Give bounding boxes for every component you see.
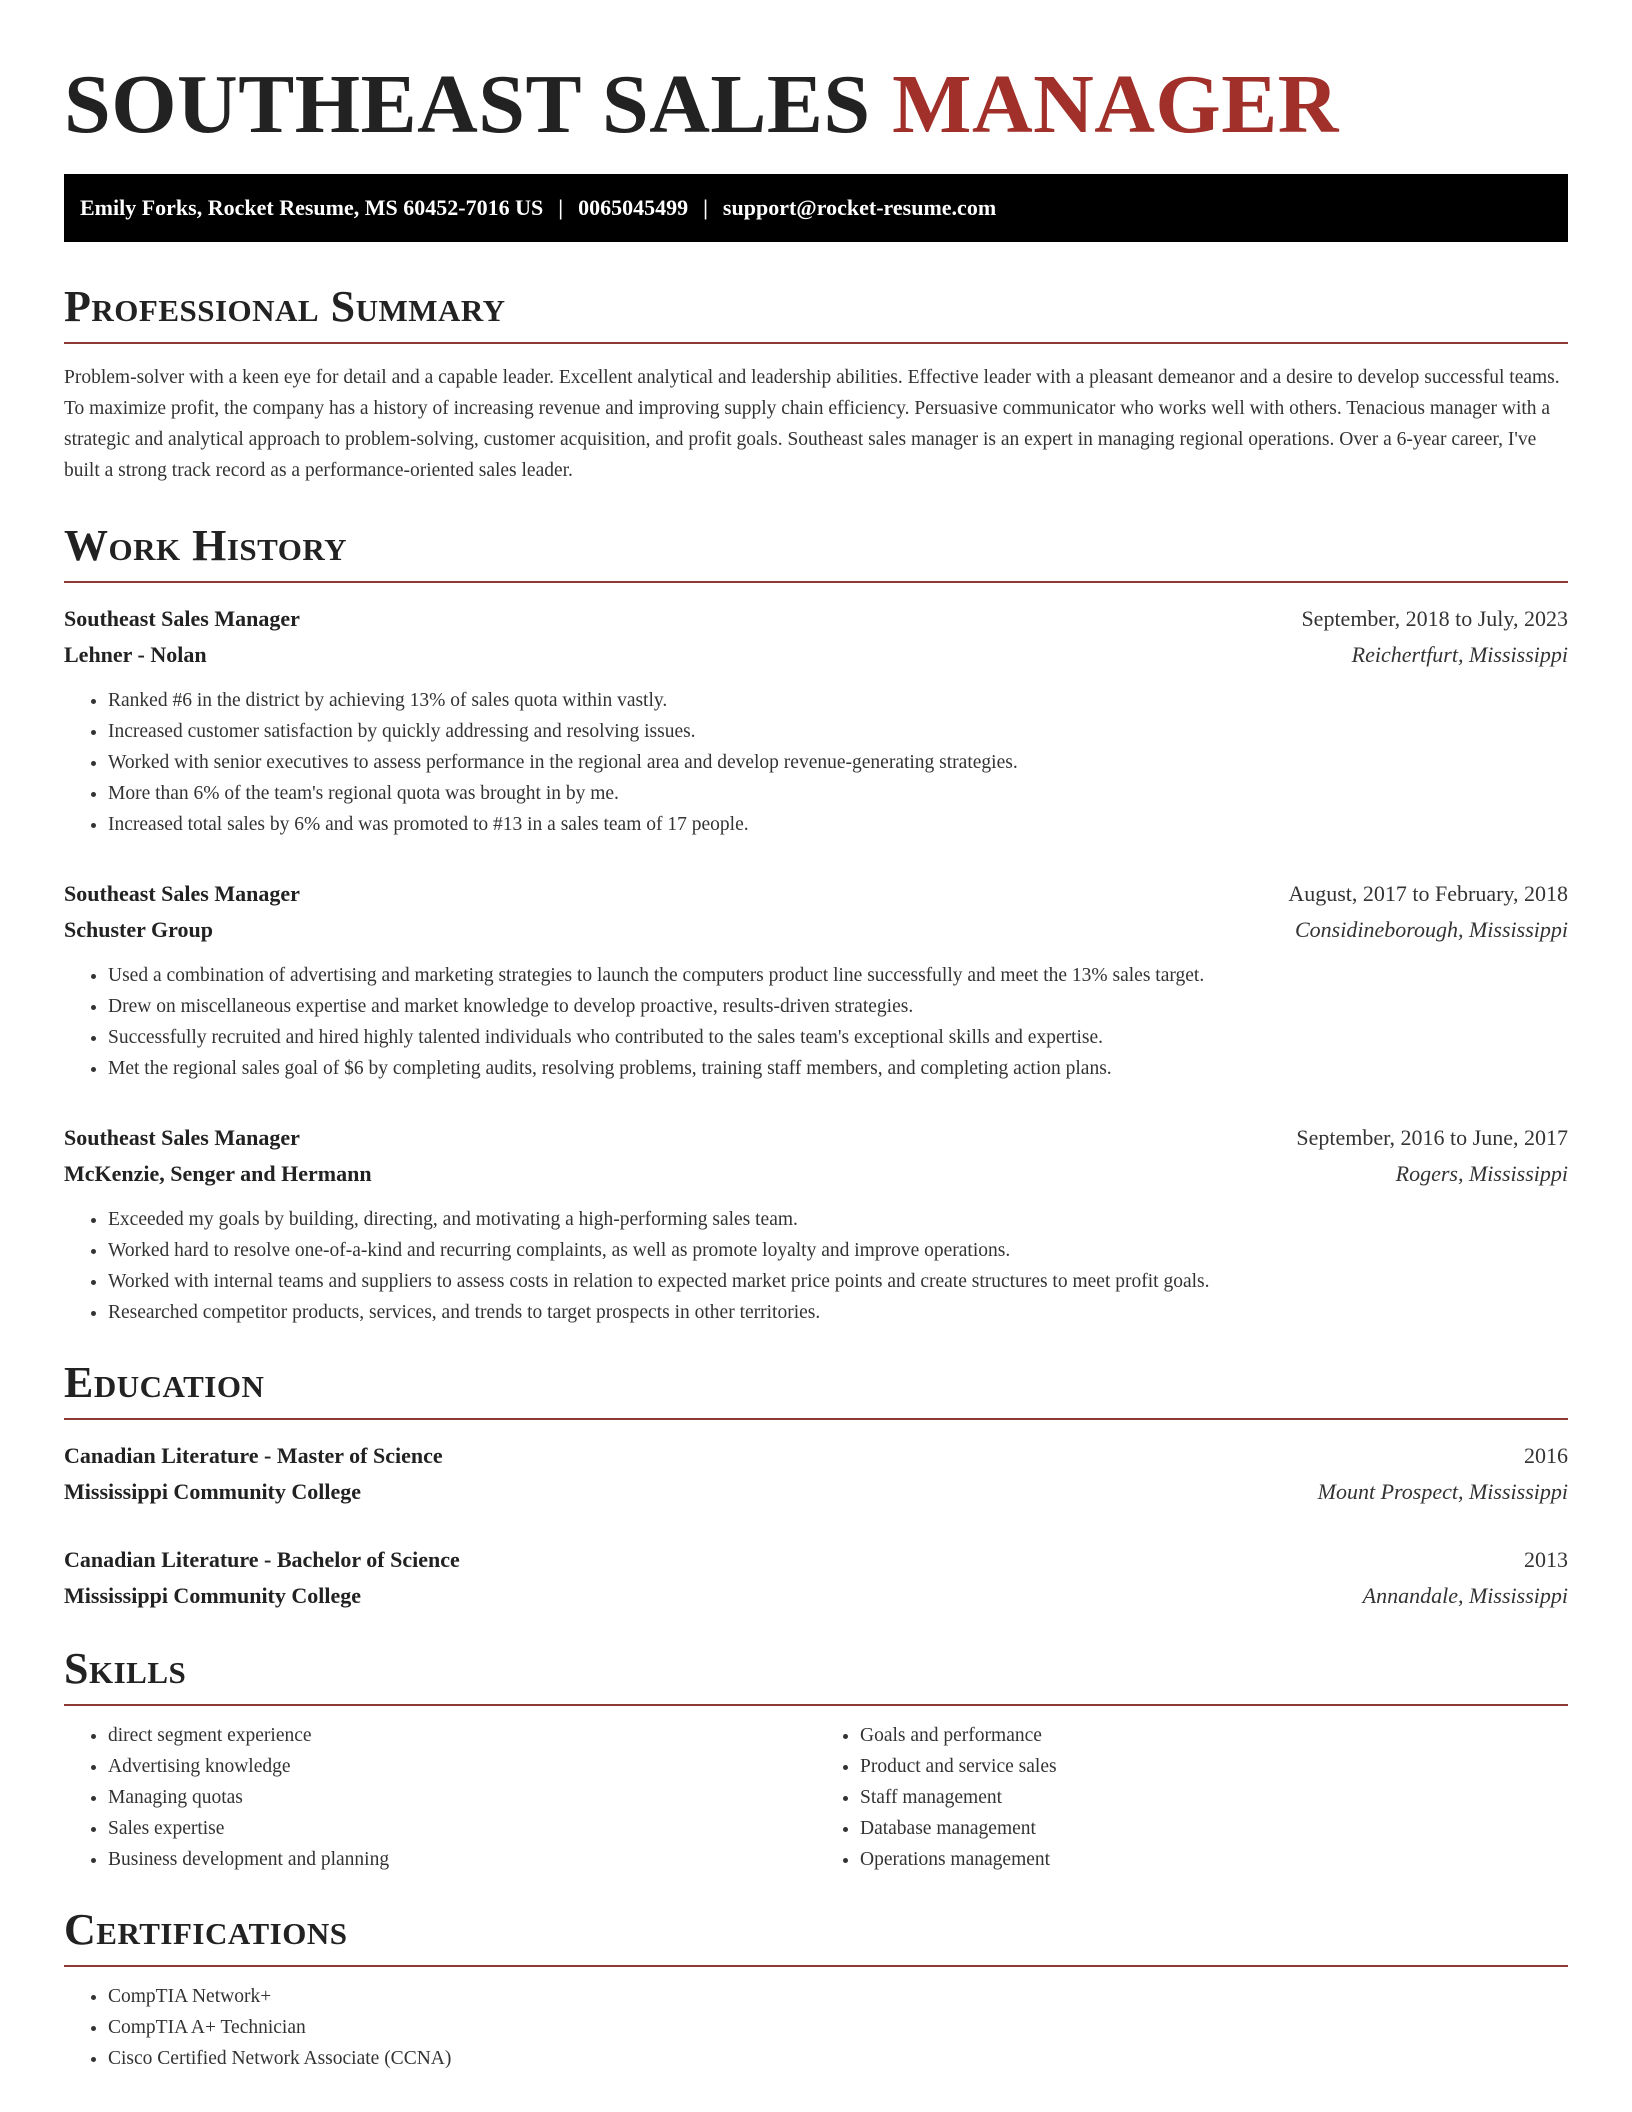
section-divider bbox=[64, 1704, 1568, 1706]
list-item: • Used a combination of advertising and marketing strategies to launch the computers product line successfully and meet the 13% sales target. bbox=[108, 960, 1568, 991]
section-heading: Professional Summary bbox=[64, 282, 506, 331]
list-item: • Increased total sales by 6% and was promoted to #13 in a sales team of 17 people. bbox=[108, 809, 1568, 840]
job-company-row bbox=[64, 1156, 1568, 1192]
list-item: • Drew on miscellaneous expertise and market knowledge to develop proactive, results-driven strategies. bbox=[108, 991, 1568, 1022]
list-item: • Ranked #6 in the district by achieving 13% of sales quota within vastly. bbox=[108, 685, 1568, 716]
list-item: • Successfully recruited and hired highly talented individuals who contributed to the sales team's exceptional skills and expertise. bbox=[108, 1022, 1568, 1053]
job-bullets bbox=[64, 960, 1568, 1084]
list-item: • Exceeded my goals by building, directing, and motivating a high-performing sales team. bbox=[108, 1204, 1568, 1235]
degree-year: 2016 bbox=[1524, 1443, 1568, 1468]
contact-separator: | bbox=[558, 195, 564, 220]
skill-item: • Database management bbox=[860, 1813, 1568, 1844]
skills-columns bbox=[64, 1720, 1568, 1875]
list-item: • Worked with internal teams and suppliers to assess costs in relation to expected market price points and create structures to meet profit goals. bbox=[108, 1266, 1568, 1297]
job-entry bbox=[64, 1120, 1568, 1328]
education-entry bbox=[64, 1438, 1568, 1510]
certifications-section bbox=[64, 1905, 1568, 2074]
summary-section bbox=[64, 282, 1568, 486]
job-company: Schuster Group bbox=[64, 917, 213, 942]
skill-item: • Advertising knowledge bbox=[108, 1751, 816, 1782]
skill-item: • direct segment experience bbox=[108, 1720, 816, 1751]
skill-item: • Managing quotas bbox=[108, 1782, 816, 1813]
contact-email: support@rocket-resume.com bbox=[722, 195, 997, 220]
job-dates: September, 2016 to June, 2017 bbox=[1296, 1125, 1568, 1150]
certification-item: • CompTIA Network+ bbox=[108, 1981, 1568, 2012]
list-item: • Researched competitor products, services, and trends to target prospects in other territories. bbox=[108, 1297, 1568, 1328]
job-title: Southeast Sales Manager bbox=[64, 1125, 300, 1150]
skill-item: • Product and service sales bbox=[860, 1751, 1568, 1782]
list-item: • Increased customer satisfaction by quickly addressing and resolving issues. bbox=[108, 716, 1568, 747]
contact-phone: 0065045499 bbox=[578, 195, 689, 220]
job-title: Southeast Sales Manager bbox=[64, 881, 300, 906]
job-dates: August, 2017 to February, 2018 bbox=[1288, 881, 1568, 906]
section-heading: Education bbox=[64, 1358, 265, 1407]
certification-item: • Cisco Certified Network Associate (CCNA) bbox=[108, 2043, 1568, 2074]
section-heading: Certifications bbox=[64, 1905, 348, 1954]
list-item: • Worked hard to resolve one-of-a-kind and recurring complaints, as well as promote loyalty and improve operations. bbox=[108, 1235, 1568, 1266]
school-location: Mount Prospect, Mississippi bbox=[1317, 1479, 1568, 1504]
certifications-list bbox=[64, 1981, 1568, 2074]
job-bullets bbox=[64, 1204, 1568, 1328]
degree-name: Canadian Literature - Master of Science bbox=[64, 1443, 443, 1468]
degree-row bbox=[64, 1438, 1568, 1474]
job-entry bbox=[64, 876, 1568, 1084]
section-divider bbox=[64, 1418, 1568, 1420]
list-item: • Met the regional sales goal of $6 by completing audits, resolving problems, training staff members, and completing action plans. bbox=[108, 1053, 1568, 1084]
section-heading: Work History bbox=[64, 521, 348, 570]
title-accent: MANAGER bbox=[892, 58, 1339, 151]
title-main: SOUTHEAST SALES bbox=[64, 58, 871, 151]
skills-section bbox=[64, 1644, 1568, 1875]
skill-item: • Operations management bbox=[860, 1844, 1568, 1875]
skill-item: • Sales expertise bbox=[108, 1813, 816, 1844]
job-bullets bbox=[64, 685, 1568, 840]
job-title-row bbox=[64, 601, 1568, 637]
skills-list-left bbox=[64, 1720, 816, 1875]
degree-row bbox=[64, 1542, 1568, 1578]
school-name: Mississippi Community College bbox=[64, 1479, 362, 1504]
education-entry bbox=[64, 1542, 1568, 1614]
skill-item: • Business development and planning bbox=[108, 1844, 816, 1875]
list-item: • Worked with senior executives to assess performance in the regional area and develop revenue-generating strategies. bbox=[108, 747, 1568, 778]
job-entry bbox=[64, 601, 1568, 840]
section-divider bbox=[64, 581, 1568, 583]
job-company-row bbox=[64, 637, 1568, 673]
certification-item: • CompTIA A+ Technician bbox=[108, 2012, 1568, 2043]
education-section bbox=[64, 1358, 1568, 1614]
degree-name: Canadian Literature - Bachelor of Science bbox=[64, 1547, 460, 1572]
job-location: Reichertfurt, Mississippi bbox=[1351, 642, 1568, 667]
job-company-row bbox=[64, 912, 1568, 948]
school-name: Mississippi Community College bbox=[64, 1583, 362, 1608]
contact-address: Emily Forks, Rocket Resume, MS 60452-7016 US bbox=[80, 195, 544, 220]
contact-separator: | bbox=[703, 195, 708, 220]
job-title-row bbox=[64, 1120, 1568, 1156]
work-history-section bbox=[64, 521, 1568, 1328]
skill-item: • Goals and performance bbox=[860, 1720, 1568, 1751]
section-heading: Skills bbox=[64, 1644, 187, 1693]
resume-title bbox=[64, 55, 1568, 155]
list-item: • More than 6% of the team's regional quota was brought in by me. bbox=[108, 778, 1568, 809]
summary-text: Problem-solver with a keen eye for detail and a capable leader. Excellent analytical and leadership abilities. Effective leader with a pleasant demeanor and a desire to develop successful teams. To maximize profit, the company has a history of increasing revenue and improving supply chain efficiency. Persuasive communicator who works well with others. Tenacious manager with a strategic and analytical approach to problem-solving, customer acquisition, and profit goals. Southeast sales manager is an expert in managing regional operations. Over a 6-year career, I've built a strong track record as a performance-oriented sales leader. bbox=[64, 367, 1560, 481]
school-location: Annandale, Mississippi bbox=[1362, 1583, 1568, 1608]
job-company: Lehner - Nolan bbox=[64, 642, 207, 667]
school-row bbox=[64, 1474, 1568, 1510]
job-title-row bbox=[64, 876, 1568, 912]
job-dates: September, 2018 to July, 2023 bbox=[1301, 606, 1568, 631]
job-company: McKenzie, Senger and Hermann bbox=[64, 1161, 372, 1186]
contact-bar bbox=[64, 174, 1568, 242]
skills-list-right bbox=[816, 1720, 1568, 1875]
skill-item: • Staff management bbox=[860, 1782, 1568, 1813]
job-location: Considineborough, Mississippi bbox=[1295, 917, 1568, 942]
section-divider bbox=[64, 342, 1568, 344]
school-row bbox=[64, 1578, 1568, 1614]
job-title: Southeast Sales Manager bbox=[64, 606, 300, 631]
section-divider bbox=[64, 1965, 1568, 1967]
job-location: Rogers, Mississippi bbox=[1395, 1161, 1568, 1186]
degree-year: 2013 bbox=[1524, 1547, 1568, 1572]
